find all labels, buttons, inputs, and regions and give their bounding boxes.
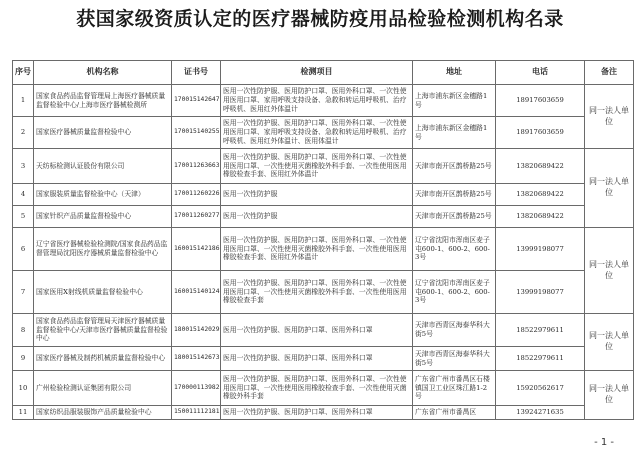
table-row bbox=[13, 149, 634, 184]
test-items: 医用一次性防护服、医用防护口罩、医用外科口罩、一次性使用医用口罩、家用呼吸支持设备、急救和转运用呼吸机、治疗呼吸机、医用红外体温计、医用体温计 bbox=[221, 117, 413, 149]
test-items: 医用一次性防护服、医用防护口罩、医用外科口罩、一次性使用医用口罩、家用呼吸支持设备、急救和转运用呼吸机、治疗呼吸机、医用红外体温计 bbox=[221, 85, 413, 117]
header-address: 地址 bbox=[413, 61, 496, 85]
address: 天津市南开区鹊桥路25号 bbox=[413, 184, 496, 206]
certificate-number: 180015142673 bbox=[172, 347, 221, 371]
certificate-number: 180015142029 bbox=[172, 314, 221, 347]
phone: 13924271635 bbox=[496, 406, 585, 420]
phone: 18522979611 bbox=[496, 314, 585, 347]
note-same-legal-entity: 同一法人单位 bbox=[585, 149, 634, 228]
row-number: 2 bbox=[13, 117, 34, 149]
address: 辽宁省沈阳市浑南区麦子屯600-1、600-2、600-3号 bbox=[413, 271, 496, 314]
institution-name: 天纺标检测认证股份有限公司 bbox=[34, 149, 172, 184]
test-items: 医用一次性防护服、医用防护口罩、医用外科口罩、一次性使用医用口罩、一次性使用医用橡胶检查手套、一次性使用灭菌橡胶外科手套 bbox=[221, 371, 413, 406]
address: 广东省广州市番禺区石楼镇国卫工业区珠江路1-2号 bbox=[413, 371, 496, 406]
row-number: 6 bbox=[13, 228, 34, 271]
institution-name: 国家服装质量监督检验中心（天津） bbox=[34, 184, 172, 206]
row-number: 8 bbox=[13, 314, 34, 347]
phone: 18917603659 bbox=[496, 117, 585, 149]
note-same-legal-entity: 同一法人单位 bbox=[585, 228, 634, 314]
phone: 13820689422 bbox=[496, 149, 585, 184]
row-number: 9 bbox=[13, 347, 34, 371]
institution-name: 国家纺织品服装服饰产品质量检验中心 bbox=[34, 406, 172, 420]
note-same-legal-entity: 同一法人单位 bbox=[585, 314, 634, 371]
table-row bbox=[13, 117, 634, 149]
test-items: 医用一次性防护服 bbox=[221, 206, 413, 228]
test-items: 医用一次性防护服 bbox=[221, 184, 413, 206]
row-number: 11 bbox=[13, 406, 34, 420]
test-items: 医用一次性防护服、医用防护口罩、医用外科口罩 bbox=[221, 347, 413, 371]
address: 上海市浦东新区金穗路1号 bbox=[413, 85, 496, 117]
certificate-number: 150011112181 bbox=[172, 406, 221, 420]
certificate-number: 160015140124 bbox=[172, 271, 221, 314]
page-number: - 1 - bbox=[594, 437, 614, 448]
phone: 18917603659 bbox=[496, 85, 585, 117]
table-row bbox=[13, 184, 634, 206]
institution-name: 国家医疗器械质量监督检验中心 bbox=[34, 117, 172, 149]
certificate-number: 170011260226 bbox=[172, 184, 221, 206]
table-row bbox=[13, 228, 634, 271]
table-header-row bbox=[13, 61, 634, 85]
address: 天津市南开区鹊桥路25号 bbox=[413, 149, 496, 184]
certificate-number: 170015140255 bbox=[172, 117, 221, 149]
certificate-number: 170000113982 bbox=[172, 371, 221, 406]
row-number: 3 bbox=[13, 149, 34, 184]
address: 广东省广州市番禺区 bbox=[413, 406, 496, 420]
phone: 15920562617 bbox=[496, 371, 585, 406]
test-items: 医用一次性防护服、医用防护口罩、医用外科口罩、一次性使用医用口罩、一次性使用灭菌橡胶外科手套、一次性使用医用橡胶检查手套、医用红外体温计 bbox=[221, 228, 413, 271]
institution-name: 国家医疗器械及制药机械质量监督检验中心 bbox=[34, 347, 172, 371]
header-phone: 电话 bbox=[496, 61, 585, 85]
note-same-legal-entity: 同一法人单位 bbox=[585, 371, 634, 420]
institution-name: 广州检验检测认证集团有限公司 bbox=[34, 371, 172, 406]
table-row bbox=[13, 206, 634, 228]
address: 天津市西青区海泰华科大街5号 bbox=[413, 314, 496, 347]
row-number: 5 bbox=[13, 206, 34, 228]
table-row bbox=[13, 371, 634, 406]
certificate-number: 170015142647 bbox=[172, 85, 221, 117]
row-number: 10 bbox=[13, 371, 34, 406]
address: 辽宁省沈阳市浑南区麦子屯600-1、600-2、600-3号 bbox=[413, 228, 496, 271]
address: 上海市浦东新区金穗路1号 bbox=[413, 117, 496, 149]
phone: 13999198077 bbox=[496, 228, 585, 271]
phone: 13820689422 bbox=[496, 184, 585, 206]
phone: 18522979611 bbox=[496, 347, 585, 371]
table-row bbox=[13, 314, 634, 347]
certificate-number: 170011263663 bbox=[172, 149, 221, 184]
table-row bbox=[13, 85, 634, 117]
table-row bbox=[13, 406, 634, 420]
certificate-number: 160015142186 bbox=[172, 228, 221, 271]
test-items: 医用一次性防护服、医用防护口罩、医用外科口罩 bbox=[221, 314, 413, 347]
phone: 13820689422 bbox=[496, 206, 585, 228]
institution-name: 国家针织产品质量监督检验中心 bbox=[34, 206, 172, 228]
header-items: 检测项目 bbox=[221, 61, 413, 85]
document-title: 获国家级资质认定的医疗器械防疫用品检验检测机构名录 bbox=[76, 8, 564, 30]
row-number: 7 bbox=[13, 271, 34, 314]
table-row bbox=[13, 347, 634, 371]
header-notes: 备注 bbox=[585, 61, 634, 85]
header-name: 机构名称 bbox=[34, 61, 172, 85]
certificate-number: 170011260277 bbox=[172, 206, 221, 228]
address: 天津市南开区鹊桥路25号 bbox=[413, 206, 496, 228]
test-items: 医用一次性防护服、医用防护口罩、医用外科口罩 bbox=[221, 406, 413, 420]
institution-table bbox=[12, 60, 634, 420]
table-row bbox=[13, 271, 634, 314]
institution-name: 国家食品药品监督管理局上海医疗器械质量监督检验中心/上海市医疗器械检测所 bbox=[34, 85, 172, 117]
test-items: 医用一次性防护服、医用防护口罩、医用外科口罩、一次性使用医用口罩、一次性使用灭菌橡胶外科手套、一次性使用医用橡胶检查手套、医用红外体温计 bbox=[221, 149, 413, 184]
header-no: 序号 bbox=[13, 61, 34, 85]
test-items: 医用一次性防护服、医用防护口罩、医用外科口罩、一次性使用医用口罩、一次性使用灭菌橡胶外科手套、一次性使用医用橡胶检查手套 bbox=[221, 271, 413, 314]
phone: 13999198077 bbox=[496, 271, 585, 314]
address: 天津市西青区海泰华科大街5号 bbox=[413, 347, 496, 371]
row-number: 4 bbox=[13, 184, 34, 206]
institution-name: 国家食品药品监督管理局天津医疗器械质量监督检验中心/天津市医疗器械质量监督检验中心 bbox=[34, 314, 172, 347]
note-same-legal-entity: 同一法人单位 bbox=[585, 85, 634, 149]
header-cert: 证书号 bbox=[172, 61, 221, 85]
row-number: 1 bbox=[13, 85, 34, 117]
institution-name: 辽宁省医疗器械检验检测院/国家食品药品监督管理局沈阳医疗器械质量监督检验中心 bbox=[34, 228, 172, 271]
institution-name: 国家医用X射线机质量监督检验中心 bbox=[34, 271, 172, 314]
